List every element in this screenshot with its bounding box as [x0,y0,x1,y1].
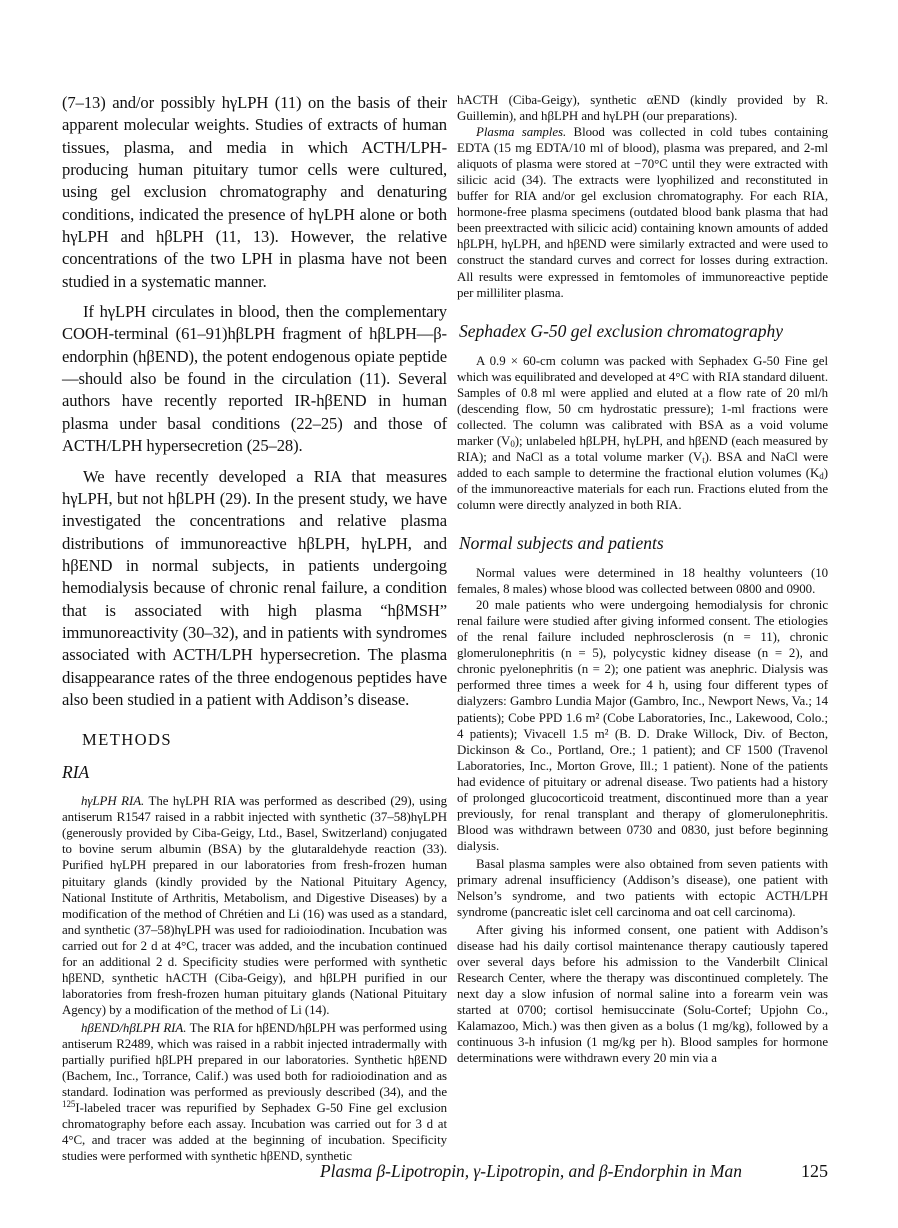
beta-end-ria-text-a: The RIA for hβEND/hβLPH was performed using antiserum R2489, which was raised in a rabbit injected intradermally with partially purified hβLPH prepared in our laboratories. Synthetic hβEND (Bachem, Inc., Torrance, Calif.) was used both for radioiodination and as standard. Iodination was performed as previously described (34), and the [62,1020,447,1100]
plasma-samples-runin: Plasma samples. [476,125,567,140]
ria-heading: RIA [62,762,90,783]
methods-heading: METHODS [82,730,173,750]
addison-patient-paragraph: After giving his informed consent, one patient with Addison’s disease had his daily cortisol maintenance therapy cautiously tapered over several days before his admission to the Vanderbilt Clinical Research Center, where the therapy was discontinued completely. The next day a slow infusion of normal saline into a forearm vein was started at 0700; cortisol hemisuccinate (Solu-Cortef; Upjohn Co., Kalamazoo, Mich.) was then given as a bolus (1 mg/kg), followed by a continuous 3-h infusion (1 mg/kg per h). Blood samples for hormone determinations were withdrawn every 20 min via a [457,923,828,1066]
beta-end-ria-paragraph [62,1020,447,1164]
intro-paragraph-3: We have recently developed a RIA that measures hγLPH, but not hβLPH (29). In the present study, we have investigated the concentrations and relative plasma distributions of immunoreactive hβLPH, hγLPH, and hβEND in normal subjects, in patients undergoing hemodialysis because of chronic renal failure, a condition that is associated with high plasma “hβMSH” immunoreactivity (30–32), and in patients with syndromes associated with ACTH/LPH hypersecretion. The plasma disappearance rates of the three endogenous peptides have also been studied in a patient with Addison’s disease. [62,466,447,709]
sephadex-text-c: ). BSA and NaCl were added to each sample to determine the fractional elution volumes (K [457,449,829,480]
sephadex-text-a: A 0.9 × 60-cm column was packed with Sephadex G-50 Fine gel which was equilibrated and developed at 4°C with RIA standard diluent. Samples of 0.8 ml were applied and eluted at a flow rate of 20 ml/h (descending flow, 50 cm hydrostatic pressure); 1-ml fractions were collected. The column was calibrated with BSA as a void volume marker (V [457,353,828,448]
gamma-lph-ria-paragraph [62,793,447,1018]
page-number: 125 [801,1161,828,1181]
sephadex-heading: Sephadex G-50 gel exclusion chromatography [459,320,783,341]
beta-end-ria-text-b: I-labeled tracer was repurified by Sephadex G-50 Fine gel exclusion chromatography before each assay. Incubation was carried out for 3 d at 4°C, and tracer was added at the beginning of incubation. Specificity studies were performed with synthetic hβEND, synthetic [62,1101,447,1164]
normal-values-paragraph: Normal values were determined in 18 healthy volunteers (10 females, 8 males) whose blood was collected between 0800 and 0900. [457,566,828,597]
normal-subjects-heading: Normal subjects and patients [459,533,664,554]
sephadex-text-b: ); unlabeled hβLPH, hγLPH, and hβEND (each measured by RIA); and NaCl as a total volume marker (V [457,433,828,464]
elution-subscript: d [819,470,824,481]
gamma-lph-ria-runin: hγLPH RIA. [81,794,145,809]
gamma-lph-ria-text: The hγLPH RIA was performed as described (29), using antiserum R1547 raised in a rabbit injected with synthetic (37–58)hγLPH (generously provided by Ciba-Geigy, Ltd., Basel, Switzerland) conjugated to bovine serum albumin (BSA) by the glutaraldehyde reaction (33). Purified hγLPH prepared in our laboratories from fresh-frozen human pituitary glands (kindly provided by the National Pituitary Agency, National Institute of Arthritis, Metabolism, and Digestive Diseases) by a modification of the method of Chrétien and Li (16) was used as a standard, and synthetic (37–58)hγLPH was used for radioiodination. Incubation was carried out for 2 d at 4°C, tracer was added, and the incubation continued for an additional 2 d. Specificity studies were performed with synthetic hβEND, synthetic hACTH (Ciba-Geigy), and hβLPH purified in our laboratories from fresh-frozen human pituitary glands (National Pituitary Agency) by a modification of the method of Li (14). [62,794,447,1017]
left-column [62,92,447,1164]
iodine-isotope-superscript: 125 [62,1099,76,1110]
basal-samples-paragraph: Basal plasma samples were also obtained from seven patients with primary adrenal insufficiency (Addison’s disease), one patient with Nelson’s syndrome, and two patients with ectopic ACTH/LPH syndrome (pancreatic islet cell carcinoma and oat cell carcinoma). [457,856,828,920]
intro-paragraph-1: (7–13) and/or possibly hγLPH (11) on the basis of their apparent molecular weights. Studies of extracts of human tissues, plasma, and media in which ACTH/LPH-producing human pituitary tumor cells were cultured, using gel exclusion chromatography and denaturing conditions, indicated the presence of hγLPH alone or both hγLPH and hβLPH (11, 13). However, the relative concentrations of the two LPH in plasma have not been studied in a systematic manner. [62,93,447,291]
sephadex-paragraph [457,353,828,513]
total-volume-subscript: t [702,454,705,465]
beta-end-ria-runin: hβEND/hβLPH RIA. [81,1020,187,1035]
plasma-samples-text: Blood was collected in cold tubes containing EDTA (15 mg EDTA/10 ml of blood), plasma was prepared, and 2-ml aliquots of plasma were stored at −70°C until they were extracted with silicic acid (34). The extracts were lyophilized and reconstituted in buffer for RIA and/or gel exclusion chromatography. For each RIA, hormone-free plasma specimens (outdated blood bank plasma that had been preextracted with silicic acid) containing known amounts of added hβLPH, hγLPH, and hβEND were similarly extracted and were used to construct the standard curves and correct for losses during extraction. All results were expressed in femtomoles of immunoreactive peptide per milliliter plasma. [457,125,828,300]
void-volume-subscript: 0 [510,438,515,449]
intro-paragraph-2: If hγLPH circulates in blood, then the complementary COOH-terminal (61–91)hβLPH fragment of hβLPH—β-endorphin (hβEND), the potent endogenous opiate peptide—should also be found in the circulation (11). Several authors have recently reported IR-hβEND in human plasma under basal conditions (22–25) and those of ACTH/LPH hypersecretion (25–28). [62,302,447,456]
hemodialysis-paragraph: 20 male patients who were undergoing hemodialysis for chronic renal failure were studied after giving informed consent. The etiologies of the renal failure included nephrosclerosis (n = 11), chronic glomerulonephritis (n = 5), polycystic kidney disease (n = 2), and chronic pyelonephritis (n = 2); one patient was anephric. Dialysis was performed three times a week for 4 h, using four different types of dialyzers: Gambro Lundia Major (Gambro, Inc., Newport News, Va.; 14 patients); Cobe PPD 1.6 m² (Cobe Laboratories, Inc., Lakewood, Colo.; 4 patients); Vivacell 1.5 m² (B. D. Drake Willock, Div. of Becton, Dickinson & Co., Portland, Ore.; 1 patient); and CF 1500 (Travenol Laboratories, Inc., Morton Grove, Ill.; 1 patient). None of the patients had evidence of pituitary or adrenal disease. Two patients had a history of prolonged glucocorticoid treatment, discontinued more than a year previously, for renal transplant and therapy of glomerulonephritis. Blood was withdrawn between 0730 and 0830, just before beginning dialysis. [457,598,828,853]
continued-paragraph: hACTH (Ciba-Geigy), synthetic αEND (kindly provided by R. Guillemin), and hβLPH and hγLPH (our preparations). [457,93,828,124]
page-footer [320,1159,828,1183]
sephadex-text-d: ) of the immunoreactive materials for each run. Fractions eluted from the column were directly analyzed in both RIA. [457,465,828,513]
running-title: Plasma β-Lipotropin, γ-Lipotropin, and β-Endorphin in Man [320,1161,742,1181]
right-column [457,92,828,1067]
plasma-samples-paragraph [457,124,828,301]
